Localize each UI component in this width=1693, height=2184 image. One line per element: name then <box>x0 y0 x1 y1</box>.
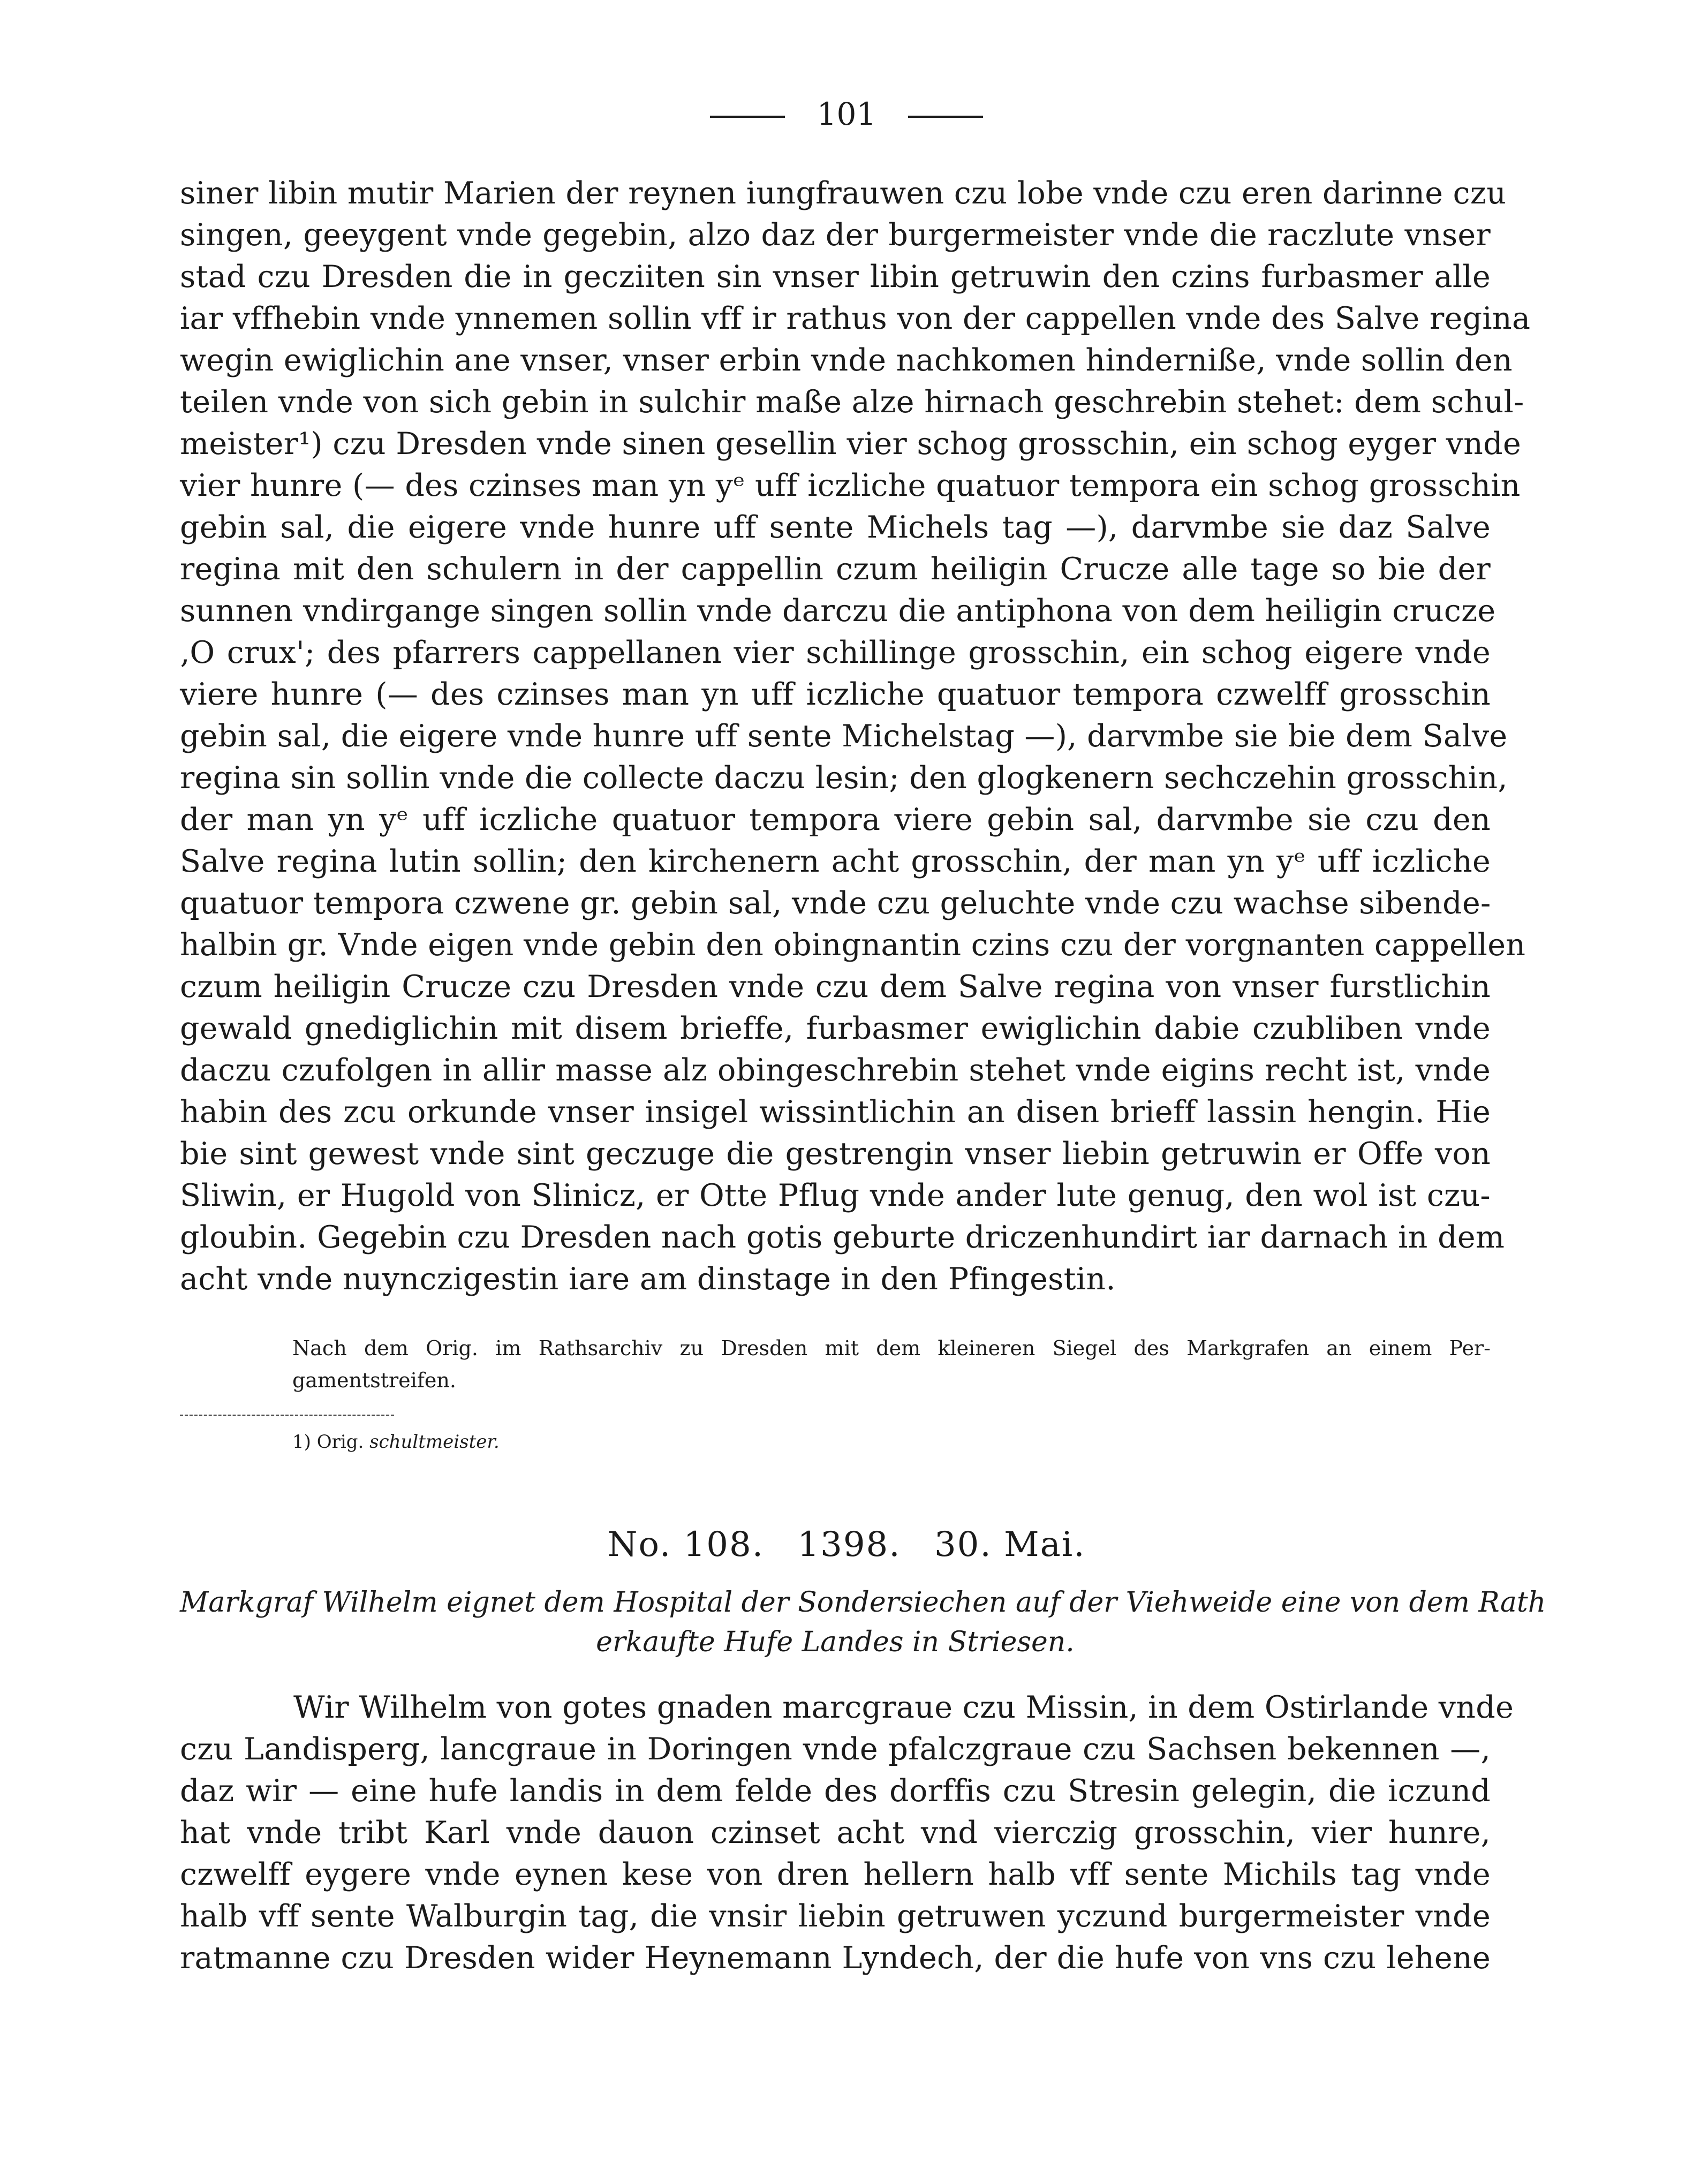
text-line: halbin gr. Vnde eigen vnde gebin den obingnantin czins czu der vorgnanten cappellen <box>180 927 1526 963</box>
text-line: czu Landisperg, lancgraue in Doringen vnde pfalczgraue czu Sachsen bekennen —, <box>180 1732 1491 1767</box>
text-line: stad czu Dresden die in gecziiten sin vnser libin getruwin den czins furbasmer alle <box>180 259 1491 294</box>
text-line: der man yn yᵉ uff iczliche quatuor tempora viere gebin sal, darvmbe sie czu den <box>180 802 1491 837</box>
text-line: halb vff sente Walburgin tag, die vnsir liebin getruwen yczund burgermeister vnde <box>180 1899 1491 1934</box>
text-line: viere hunre (— des czinses man yn uff iczliche quatuor tempora czwelff grosschin <box>180 677 1491 712</box>
page-number: 101 <box>817 96 876 132</box>
text-line: vier hunre (— des czinses man yn yᵉ uff iczliche quatuor tempora ein schog grosschin <box>180 468 1521 503</box>
regest-line: Markgraf Wilhelm eignet dem Hospital der Sondersiechen auf der Viehweide eine von dem Rath <box>180 1586 1546 1619</box>
text-line: daz wir — eine hufe landis in dem felde des dorffis czu Stresin gelegin, die iczund <box>180 1773 1491 1809</box>
text-line: sunnen vndirgange singen sollin vnde darczu die antiphona von dem heiligin crucze <box>180 593 1496 629</box>
text-line: Salve regina lutin sollin; den kirchenern acht grosschin, der man yn yᵉ uff iczliche <box>180 844 1491 879</box>
text-line: wegin ewiglichin ane vnser, vnser erbin vnde nachkomen hinderniße, vnde sollin den <box>180 343 1513 378</box>
footnote <box>292 1429 500 1455</box>
text-line: teilen vnde von sich gebin in sulchir maße alze hirnach geschrebin stehet: dem schul- <box>180 384 1524 420</box>
text-line: ratmanne czu Dresden wider Heynemann Lyndech, der die hufe von vns czu lehene <box>180 1940 1491 1976</box>
footnote-word: schultmeister. <box>369 1431 500 1453</box>
text-line: ‚O crux'; des pfarrers cappellanen vier schillinge grosschin, ein schog eigere vnde <box>180 635 1491 670</box>
text-line: Sliwin, er Hugold von Slinicz, er Otte Pflug vnde ander lute genug, den wol ist czu- <box>180 1178 1491 1213</box>
text-line: habin des zcu orkunde vnser insigel wissintlichin an disen brieff lassin hengin. Hie <box>180 1094 1491 1130</box>
document-108-text <box>180 1687 1514 1979</box>
text-line: Wir Wilhelm von gotes gnaden marcgraue czu Missin, in dem Ostirlande vnde <box>293 1690 1514 1725</box>
text-line: quatuor tempora czwene gr. gebin sal, vnde czu geluchte vnde czu wachse sibende- <box>180 886 1491 921</box>
text-line: gebin sal, die eigere vnde hunre uff sente Michels tag —), darvmbe sie daz Salve <box>180 510 1491 545</box>
text-line: czwelff eygere vnde eynen kese von dren hellern halb vff sente Michils tag vnde <box>180 1857 1491 1892</box>
text-line: bie sint gewest vnde sint geczuge die gestrengin vnser liebin getruwin er Offe von <box>180 1136 1491 1172</box>
text-line: meister¹) czu Dresden vnde sinen gesellin vier schog grosschin, ein schog eyger vnde <box>180 426 1522 462</box>
document-number: No. 108. <box>607 1525 765 1565</box>
text-line: czum heiligin Crucze czu Dresden vnde czu dem Salve regina von vnser furstlichin <box>180 969 1491 1004</box>
page-number-header <box>0 95 1693 133</box>
text-line: gebin sal, die eigere vnde hunre uff sente Michelstag —), darvmbe sie bie dem Salve <box>180 719 1508 754</box>
text-line: iar vffhebin vnde ynnemen sollin vff ir rathus von der cappellen vnde des Salve regina <box>180 301 1531 336</box>
text-line: daczu czufolgen in allir masse alz obingeschrebin stehet vnde eigins recht ist, vnde <box>180 1053 1491 1088</box>
document-date: 30. Mai. <box>934 1525 1086 1565</box>
footnote-divider <box>180 1415 394 1416</box>
document-107-text <box>180 172 1531 1300</box>
document-108-regest <box>180 1583 1546 1662</box>
text-line: siner libin mutir Marien der reynen iungfrauwen czu lobe vnde czu eren darinne czu <box>180 176 1507 211</box>
text-line: regina mit den schulern in der cappellin czum heiligin Crucze alle tage so bie der <box>180 551 1491 587</box>
text-line: gloubin. Gegebin czu Dresden nach gotis geburte driczenhundirt iar darnach in dem <box>180 1220 1505 1255</box>
header-dash-left <box>710 116 785 118</box>
text-line: regina sin sollin vnde die collecte daczu lesin; den glogkenern sechczehin grosschin, <box>180 760 1508 796</box>
text-line: hat vnde tribt Karl vnde dauon czinset acht vnd vierczig grosschin, vier hunre, <box>180 1815 1491 1850</box>
footnote-prefix: 1) Orig. <box>292 1431 364 1453</box>
text-line: acht vnde nuynczigestin iare am dinstage in den Pfingestin. <box>180 1261 1116 1297</box>
text-line: gewald gnediglichin mit disem brieffe, furbasmer ewiglichin dabie czubliben vnde <box>180 1011 1491 1046</box>
header-dash-right <box>908 116 983 118</box>
document-108-heading <box>0 1521 1693 1569</box>
document-year: 1398. <box>797 1525 901 1565</box>
source-note-line: gamentstreifen. <box>292 1369 456 1392</box>
source-note-line: Nach dem Orig. im Rathsarchiv zu Dresden mit dem kleineren Siegel des Markgrafen an einem Per- <box>292 1336 1491 1360</box>
text-line: singen, geeygent vnde gegebin, alzo daz der burgermeister vnde die raczlute vnser <box>180 217 1491 253</box>
source-note <box>292 1332 1491 1396</box>
regest-line: erkaufte Hufe Landes in Striesen. <box>596 1626 1075 1658</box>
